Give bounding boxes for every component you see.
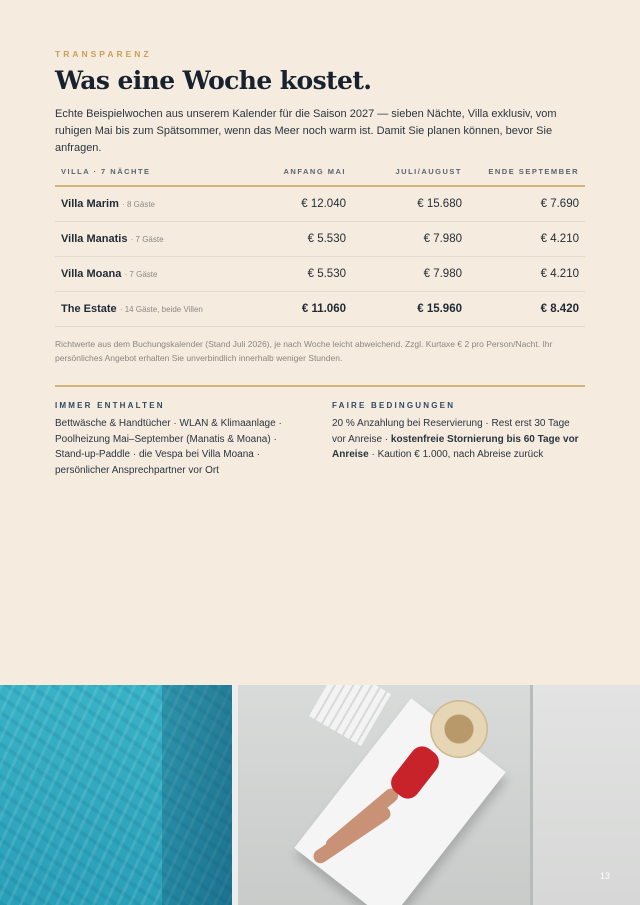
price-september: € 4.210: [468, 222, 585, 257]
deck-tile: [533, 685, 640, 905]
column-header-may: ANFANG MAI: [245, 158, 352, 186]
villa-cell: [55, 292, 245, 327]
included-text: Bettwäsche & Handtücher · WLAN & Klimaanlage · Poolheizung Mai–September (Manatis & Moana) · Stand-up-Paddle · die Vespa bei Villa Moana · persönlicher Ansprechpartner vor Ort: [55, 418, 282, 476]
price-may: € 11.060: [245, 292, 352, 327]
price-may: € 12.040: [245, 186, 352, 222]
terms-heading: FAIRE BEDINGUNGEN: [332, 401, 456, 410]
villa-cell: [55, 222, 245, 257]
price-summer: € 15.680: [352, 186, 468, 222]
villa-cell: [55, 257, 245, 292]
included-heading: IMMER ENTHALTEN: [55, 401, 165, 410]
villa-name: Villa Manatis: [61, 233, 128, 245]
deck-edge: [232, 685, 238, 905]
table-row: [55, 292, 585, 327]
section-divider: [55, 385, 585, 387]
included-section: [55, 401, 305, 478]
price-summer: € 15.960: [352, 292, 468, 327]
villa-cell: [55, 186, 245, 222]
villa-guests: · 8 Gäste: [122, 200, 155, 209]
price-may: € 5.530: [245, 222, 352, 257]
villa-guests: · 14 Gäste, beide Villen: [119, 305, 203, 314]
terms-text-part2: · Kaution € 1.000, nach Abreise zurück: [368, 449, 544, 460]
column-header-summer: JULI/AUGUST: [352, 158, 468, 186]
page-number: 13: [599, 871, 610, 881]
terms-text: [332, 416, 582, 463]
terms-section: [332, 401, 582, 463]
villa-name: Villa Moana: [61, 268, 122, 280]
villa-guests: · 7 Gäste: [130, 235, 164, 244]
villa-guests: · 7 Gäste: [124, 270, 158, 279]
price-summer: € 7.980: [352, 222, 468, 257]
villa-name: The Estate: [61, 303, 117, 315]
column-header-september: ENDE SEPTEMBER: [468, 158, 585, 186]
price-summer: € 7.980: [352, 257, 468, 292]
pool-shadow: [162, 685, 232, 905]
table-row: [55, 186, 585, 222]
pool-photo: [0, 685, 640, 905]
price-september: € 7.690: [468, 186, 585, 222]
price-september: € 8.420: [468, 292, 585, 327]
villa-name: Villa Marim: [61, 198, 119, 210]
column-header-villa: VILLA · 7 NÄCHTE: [55, 158, 245, 186]
price-may: € 5.530: [245, 257, 352, 292]
page-title: Was eine Woche kostet.: [55, 66, 372, 95]
table-row: [55, 222, 585, 257]
table-row: [55, 257, 585, 292]
table-header-row: [55, 158, 585, 186]
footnote: Richtwerte aus dem Buchungskalender (Stand Juli 2026), je nach Woche leicht abweichend. Zzgl. Kurtaxe € 2 pro Person/Nacht. Ihr persönliches Angebot erhalten Sie unverbindlich innerhalb weniger Stunden.: [55, 339, 553, 363]
terms-text-part1: 20 % Anzahlung bei Reservierung · Rest erst 30 Tage vor Anreise ·: [332, 418, 570, 445]
sun-hat: [430, 700, 488, 758]
price-september: € 4.210: [468, 257, 585, 292]
terms-text-bold: kostenfreie Stornierung bis 60 Tage vor Anreise: [332, 433, 579, 460]
eyebrow-label: TRANSPARENZ: [55, 49, 152, 59]
price-table: [55, 158, 585, 327]
intro-paragraph: Echte Beispielwochen aus unserem Kalender für die Saison 2027 — sieben Nächte, Villa exklusiv, vom ruhigen Mai bis zum Spätsommer, wenn das Meer noch warm ist. Damit Sie planen können, bevor Sie anfragen.: [55, 108, 557, 154]
